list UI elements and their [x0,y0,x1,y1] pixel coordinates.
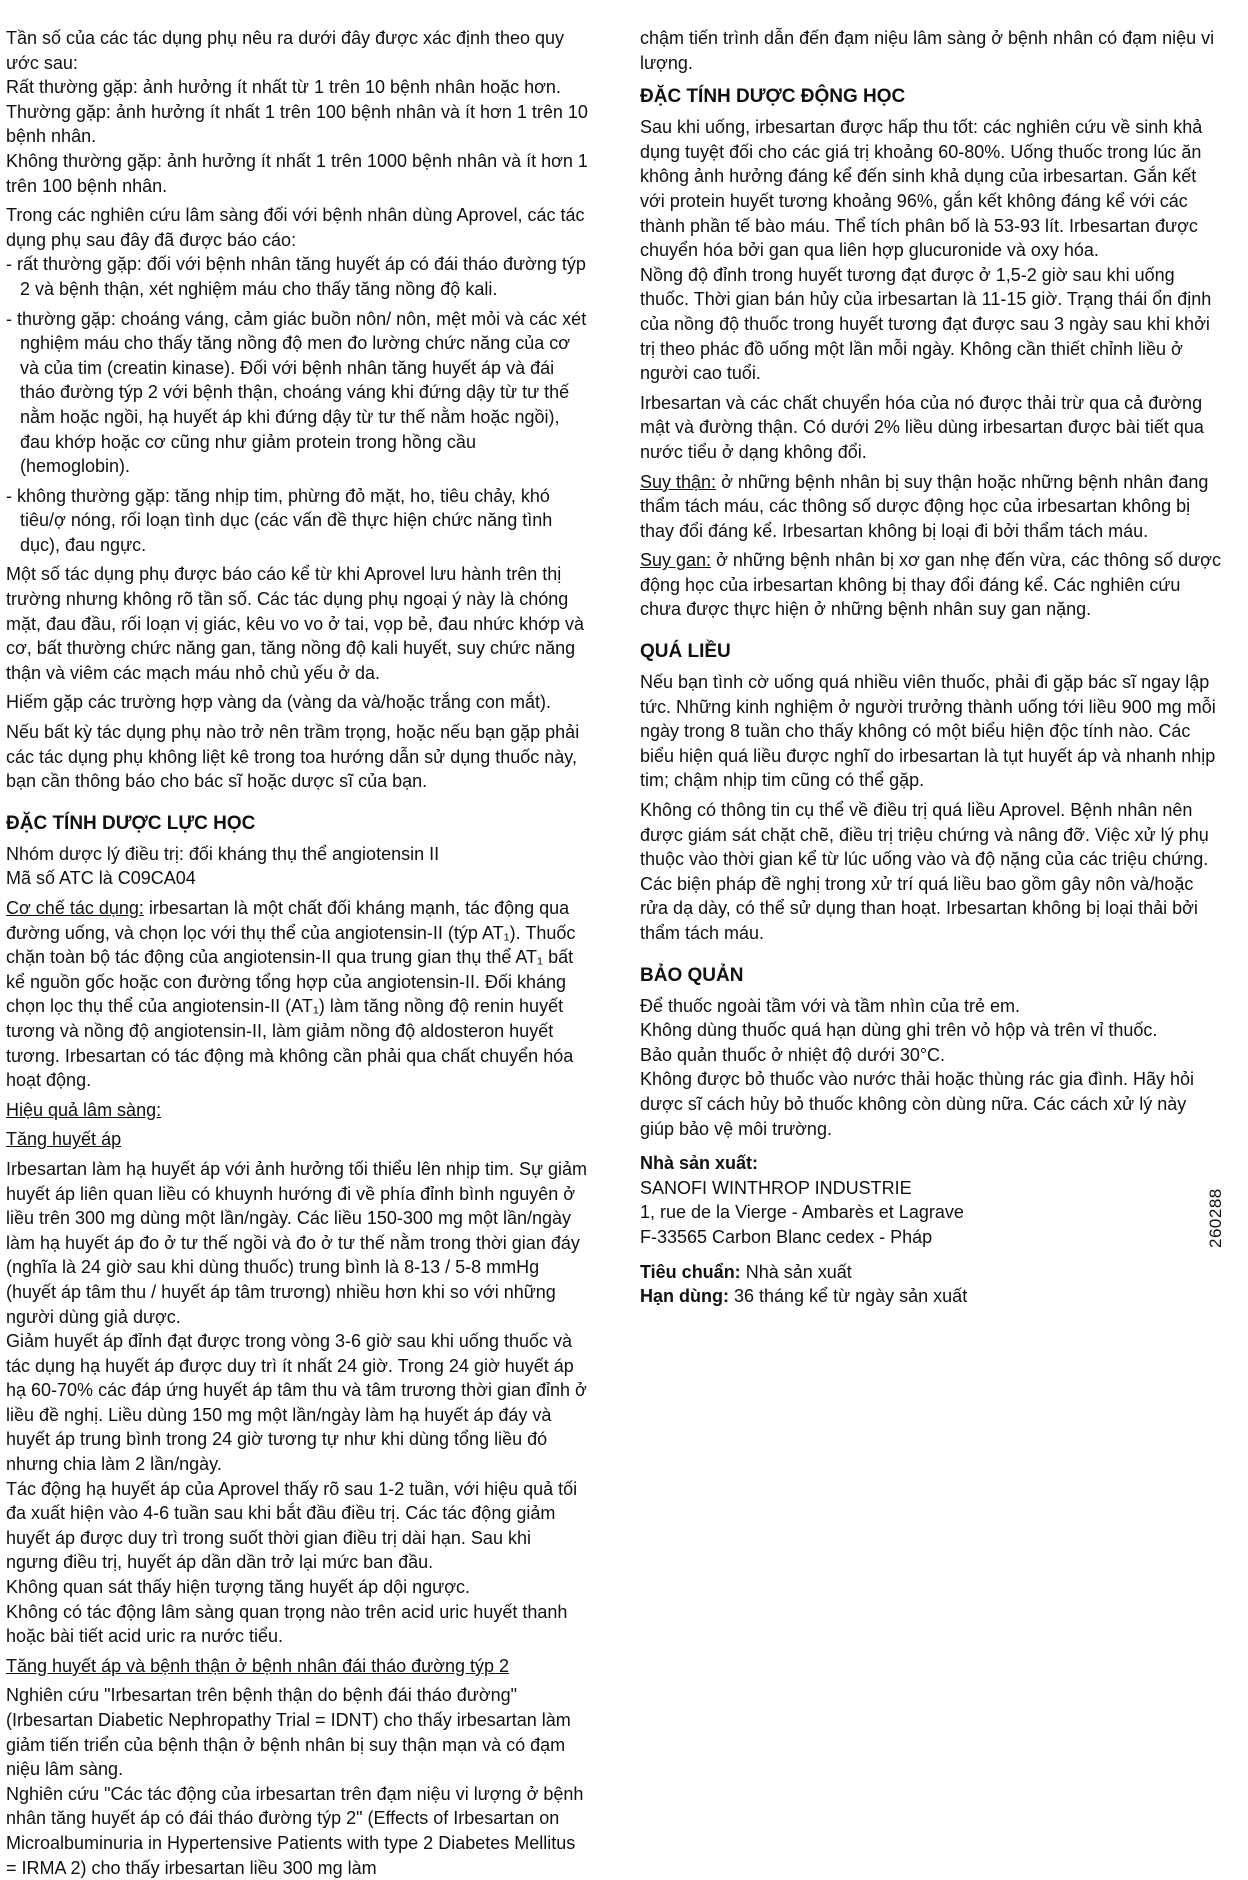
standard-line [640,1260,1222,1285]
manufacturer-label: Nhà sản xuất: [640,1153,759,1174]
hypertension-paragraph-3: Tác động hạ huyết áp của Aprovel thấy rõ sau 1-2 tuần, với hiệu quả tối đa xuất hiện vào 4-6 tuần sau khi bắt đầu điều trị. Các tác động giảm huyết áp được duy trì trong suốt thời gian điều trị dài hạn. Sau khi ngưng điều trị, huyết áp dần dần trở lại mức ban đầu. [6,1478,578,1573]
overdose-paragraph-2: Không có thông tin cụ thể về điều trị quá liều Aprovel. Bệnh nhân nên được giám sát chặt chẽ, điều trị triệu chứng và nâng đỡ. Việc xử lý phụ thuộc vào thời gian kể từ lúc uống vào và độ nặng của các triệu chứng. Các biện pháp đề nghị trong xử trí quá liều bao gồm gây nôn và/hoặc rửa dạ dày, có thể sử dụng than hoạt. Irbesartan không bị loại thải bởi thẩm tách máu. [640,800,1209,943]
left-column [6,26,588,1878]
right-column [640,26,1222,1872]
hepatic-impairment-text: ở những bệnh nhân bị xơ gan nhẹ đến vừa, các thông số dược động học của irbesartan không bị thay đổi đáng kể. Các nghiên cứu chưa được thực hiện ở những bệnh nhân suy gan nặng. [640,550,1221,620]
mechanism-paragraph [6,896,588,1093]
manufacturer-block [640,1151,1222,1249]
storage-line-2: Không dùng thuốc quá hạn dùng ghi trên vỏ hộp và trên vỉ thuốc. [640,1020,1158,1041]
post-marketing-paragraph: Một số tác dụng phụ được báo cáo kể từ khi Aprovel lưu hành trên thị trường nhưng không rõ tần số. Các tác dụng phụ ngoại ý này là chóng mặt, đau đầu, rối loạn vị giác, kêu vo vo ở tai, vọp bẻ, đau nhức khớp và cơ, bất thường chức năng gan, tăng nồng độ kali huyết, suy chức năng thận và viêm các mạch máu nhỏ chủ yếu ở da. [6,564,584,683]
hypertension-label: Tăng huyết áp [6,1129,122,1150]
diabetic-nephropathy-paragraph-2: Nghiên cứu "Các tác động của irbesartan trên đạm niệu vi lượng ở bệnh nhân tăng huyết áp có đái tháo đường týp 2" (Effects of Irbesartan on Microalbuminuria in Hypertensive Patients with type 2 Diabetes Mellitus = IRMA 2) cho thấy irbesartan liều 300 mg làm [6,1783,584,1878]
pharmacokinetics-paragraph-1: Sau khi uống, irbesartan được hấp thu tốt: các nghiên cứu về sinh khả dụng tuyệt đối cho các giá trị khoảng 60-80%. Uống thuốc trong lúc ăn không ảnh hưởng đáng kể đến sinh khả dụng của irbesartan. Gắn kết với protein huyết tương khoảng 96%, gắn kết không đáng kể với các thành phần tế bào máu. Thể tích phân bố là 53-93 lít. Irbesartan được chuyển hóa bởi gan qua liên hợp glucuronide và oxy hóa. [640,117,1203,261]
pharmacokinetics-paragraph-3: Irbesartan và các chất chuyển hóa của nó được thải trừ qua cả đường mật và đường thận. Có dưới 2% liều dùng irbesartan được bài tiết qua nước tiểu ở dạng không đổi. [640,392,1204,462]
hepatic-impairment-paragraph [640,548,1222,622]
storage-heading: BẢO QUẢN [640,964,744,986]
hypertension-paragraph-1: Irbesartan làm hạ huyết áp với ảnh hưởng tối thiểu lên nhịp tim. Sự giảm huyết áp liên quan liều có khuynh hướng đi về phía đỉnh bình nguyên ở liều trên 300 mg dùng một lần/ngày. Các liều 150-300 mg một lần/ngày làm hạ huyết áp đo ở tư thế ngồi và đo ở tư thế nằm trong thời gian đáy (nghĩa là 24 giờ sau khi dùng thuốc) trung bình là 8-13 / 5-8 mmHg (huyết áp tâm thu / huyết áp tâm trương) nhiều hơn khi so với những người dùng giả dược. [6,1158,588,1327]
frequency-very-common: Rất thường gặp: ảnh hưởng ít nhất từ 1 trên 10 bệnh nhân hoặc hơn. [6,77,561,98]
atc-code: Mã số ATC là C09CA04 [6,868,196,889]
overdose-heading: QUÁ LIỀU [640,641,731,663]
mechanism-text: irbesartan là một chất đối kháng mạnh, tác động qua đường uống, và chọn lọc với thụ thể của angiotensin-II (týp AT₁). Thuốc chặn toàn bộ tác động của angiotensin-II qua trung gian thụ thể AT₁ bất kể nguồn gốc hoặc con đường tổng hợp của angiotensin-II. Đối kháng chọn lọc thụ thể của angiotensin-II (AT₁) làm tăng nồng độ renin huyết tương và nồng độ angiotensin-II, làm giảm nồng độ aldosteron huyết tương. Irbesartan có tác động mà không cần phải qua chất chuyển hóa hoạt động. [6,898,576,1091]
standard-label: Tiêu chuẩn: [640,1261,741,1282]
pharmacodynamics-heading: ĐẶC TÍNH DƯỢC LỰC HỌC [6,812,256,834]
pharmacotherapeutic-group: Nhóm dược lý điều trị: đối kháng thụ thể angiotensin II [6,843,440,864]
manufacturer-address-1: 1, rue de la Vierge - Ambarès et Lagrave [640,1202,964,1223]
renal-impairment-text: ở những bệnh nhân bị suy thận hoặc những bệnh nhân đang thẩm tách máu, các thông số dược động học của irbesartan không bị thay đổi đáng kể. Irbesartan không bị loại đi bởi thẩm tách máu. [640,471,1209,541]
storage-line-1: Để thuốc ngoài tầm với và tầm nhìn của trẻ em. [640,995,1020,1016]
hypertension-paragraph-2: Giảm huyết áp đỉnh đạt được trong vòng 3-6 giờ sau khi uống thuốc và tác dụng hạ huyết áp được duy trì ít nhất 24 giờ. Trong 24 giờ huyết áp hạ 60-70% các đáp ứng huyết áp tâm thu và tâm trương thời gian đỉnh ở liều đề nghị. Liều dùng 150 mg một lần/ngày làm hạ huyết áp đáy và huyết áp trung bình trong 24 giờ tương tự như khi dùng tổng liều đó nhưng chia làm 2 lần/ngày. [6,1331,587,1475]
hypertension-paragraph-4: Không quan sát thấy hiện tượng tăng huyết áp dội ngược. [6,1577,471,1598]
diabetic-nephropathy-label: Tăng huyết áp và bệnh thận ở bệnh nhân đái tháo đường týp 2 [6,1655,510,1676]
clinical-efficacy-label: Hiệu quả lâm sàng: [6,1099,162,1120]
storage-line-4: Không được bỏ thuốc vào nước thải hoặc thùng rác gia đình. Hãy hỏi dược sĩ cách hủy bỏ thuốc không còn dùng nữa. Các cách xử lý này giúp bảo vệ môi trường. [640,1069,1195,1139]
renal-impairment-label: Suy thận: [640,471,717,492]
expiry-label: Hạn dùng: [640,1286,729,1307]
storage-line-3: Bảo quản thuốc ở nhiệt độ dưới 30°C. [640,1044,946,1065]
bullet-very-common: - rất thường gặp: đối với bệnh nhân tăng huyết áp có đái tháo đường týp 2 và bệnh thận, xét nghiệm máu cho thấy tăng nồng độ kali. [6,254,586,299]
document-code: 260288 [1206,1188,1225,1248]
frequency-common: Thường gặp: ảnh hưởng ít nhất 1 trên 100 bệnh nhân và ít hơn 1 trên 10 bệnh nhân. [6,101,588,147]
trials-intro: Trong các nghiên cứu lâm sàng đối với bệnh nhân dùng Aprovel, các tác dụng phụ sau đây đã được báo cáo: [6,205,585,250]
standard-expiry-block [640,1260,1222,1309]
overdose-paragraph-1: Nếu bạn tình cờ uống quá nhiều viên thuốc, phải đi gặp bác sĩ ngay lập tức. Những kinh nghiệm ở người trưởng thành uống tới liều 900 mg mỗi ngày trong 8 tuần cho thấy không có một biểu hiện độc tính nào. Các biểu hiện quá liều được nghĩ do irbesartan là tụt huyết áp và nhanh nhịp tim; chậm nhịp tim cũng có thể gặp. [640,672,1216,791]
bullet-common: - thường gặp: choáng váng, cảm giác buồn nôn/ nôn, mệt mỏi và các xét nghiệm máu cho thấy tăng nồng độ men đo lường chức năng của cơ và của tim (creatin kinase). Đối với bệnh nhân tăng huyết áp và đái tháo đường týp 2 với bệnh thận, choáng váng khi đứng dậy từ tư thế nằm hoặc ngồi, hạ huyết áp khi đứng dậy từ tư thế nằm hoặc ngồi), đau khớp hoặc cơ cũng như giảm protein trong hồng cầu (hemoglobin). [6,308,587,477]
renal-impairment-paragraph [640,470,1222,544]
manufacturer-address-2: F-33565 Carbon Blanc cedex - Pháp [640,1226,933,1247]
pharmacokinetics-heading: ĐẶC TÍNH DƯỢC ĐỘNG HỌC [640,86,906,108]
pharmacokinetics-paragraph-2: Nồng độ đỉnh trong huyết tương đạt được ở 1,5-2 giờ sau khi uống thuốc. Thời gian bán hủy của irbesartan là 11-15 giờ. Trạng thái ổn định của nồng độ thuốc trong huyết tương đạt được sau 3 ngày sau khi khởi trị theo phác đồ uống một lần mỗi ngày. Không cần thiết chỉnh liều ở người cao tuổi. [640,264,1212,384]
hepatic-impairment-label: Suy gan: [640,550,712,571]
diabetic-nephropathy-paragraph-1: Nghiên cứu "Irbesartan trên bệnh thận do bệnh đái tháo đường" (Irbesartan Diabetic Nephropathy Trial = IDNT) cho thấy irbesartan làm giảm tiến triển của bệnh thận ở bệnh nhân bị suy thận mạn và có đạm niệu lâm sàng. [6,1685,571,1780]
manufacturer-name: SANOFI WINTHROP INDUSTRIE [640,1177,912,1198]
jaundice-paragraph: Hiếm gặp các trường hợp vàng da (vàng da và/hoặc trắng con mắt). [6,692,551,713]
expiry-line [640,1284,1222,1309]
diabetic-nephropathy-continuation: chậm tiến trình dẫn đến đạm niệu lâm sàng ở bệnh nhân có đạm niệu vi lượng. [640,28,1215,73]
standard-value: Nhà sản xuất [740,1261,852,1282]
hypertension-paragraph-5: Không có tác động lâm sàng quan trọng nào trên acid uric huyết thanh hoặc bài tiết acid uric ra nước tiểu. [6,1601,568,1647]
mechanism-label: Cơ chế tác dụng: [6,898,144,918]
bullet-uncommon: - không thường gặp: tăng nhịp tim, phừng đỏ mặt, ho, tiêu chảy, khó tiêu/ợ nóng, rối loạn tình dục (các vấn đề thực hiện chức năng tình dục), đau ngực. [6,485,553,555]
report-advice-paragraph: Nếu bất kỳ tác dụng phụ nào trở nên trầm trọng, hoặc nếu bạn gặp phải các tác dụng phụ không liệt kê trong toa hướng dẫn sử dụng thuốc này, bạn cần thông báo cho bác sĩ hoặc dược sĩ của bạn. [6,722,580,792]
expiry-value: 36 tháng kể từ ngày sản xuất [728,1286,968,1307]
frequency-intro: Tần số của các tác dụng phụ nêu ra dưới đây được xác định theo quy ước sau: [6,28,565,73]
frequency-uncommon: Không thường gặp: ảnh hưởng ít nhất 1 trên 1000 bệnh nhân và ít hơn 1 trên 100 bệnh nhân. [6,150,588,196]
